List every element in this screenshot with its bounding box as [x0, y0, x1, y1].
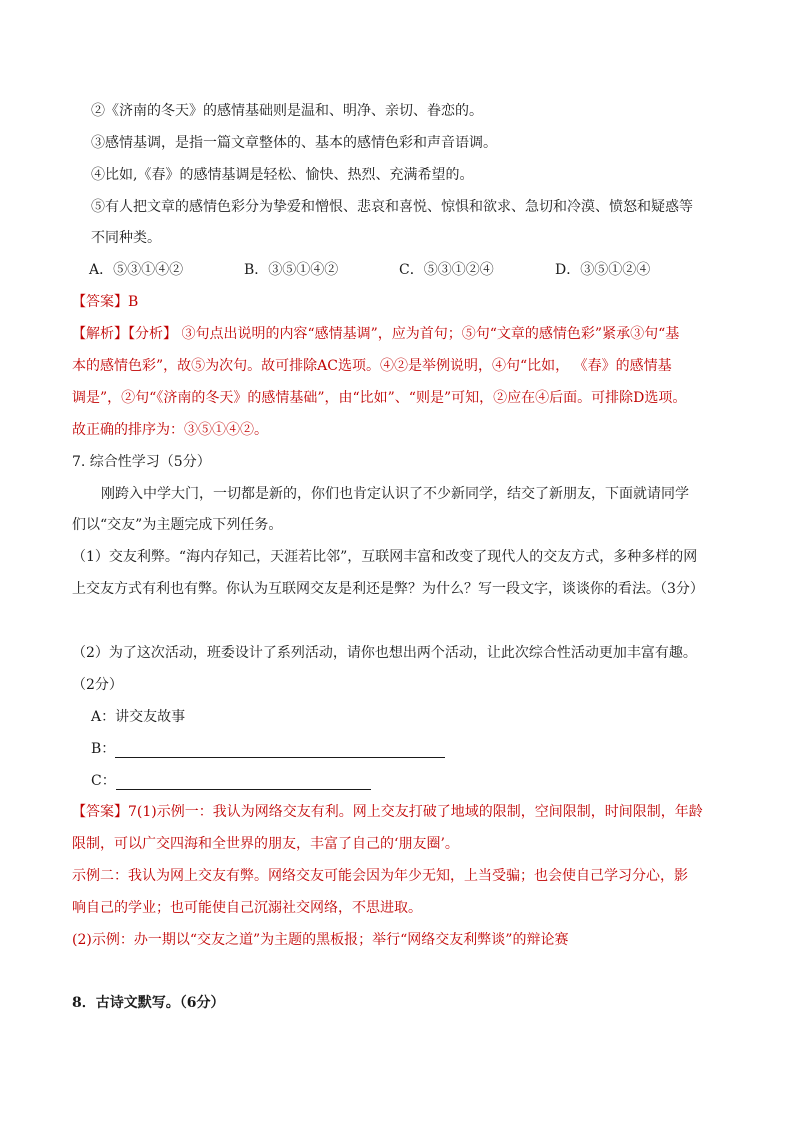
analysis-line-4: 故正确的排序为：③⑤①④②。: [72, 422, 268, 438]
q7-answer-line-4: 响自己的学业；也可能使自己沉溺社交网络，不思进取。: [72, 900, 422, 916]
q7-task-2-line-1: （2）为了这次活动，班委设计了系列活动，请你也想出两个活动，让此次综合性活动更加丰富有趣。: [72, 645, 697, 661]
activity-c-row: [91, 772, 771, 790]
answer-tag: 【答案】: [72, 294, 128, 310]
q7-task-1-line-2: 上交友方式有利也有弊。你认为互联网交友是利还是弊？为什么？写一段文字，谈谈你的看法。（3分）: [72, 581, 704, 597]
activity-b-label: B：: [91, 741, 116, 757]
sentence-5-line-1: ⑤有人把文章的感情色彩分为挚爱和憎恨、悲哀和喜悦、惊惧和欲求、急切和冷漠、愤怒和疑惑等: [91, 199, 693, 215]
question-7-title: 7. 综合性学习（5分）: [72, 454, 211, 470]
option-b: B．③⑤①④②: [244, 262, 339, 278]
activity-b-row: [91, 740, 771, 758]
activity-c-blank[interactable]: [116, 774, 371, 790]
choice-options: [89, 261, 769, 279]
q7-intro-line-1: 刚跨入中学大门，一切都是新的，你们也肯定认识了不少新同学，结交了新朋友，下面就请同学: [101, 486, 689, 502]
activity-b-blank[interactable]: [115, 742, 445, 758]
q7-answer-line-5: (2)示例：办一期以“交友之道”为主题的黑板报；举行“网络交友利弊谈”的辩论赛: [72, 932, 569, 948]
q7-intro-line-2: 们以“交友”为主题完成下列任务。: [72, 517, 283, 533]
question-8-title: 8．古诗文默写。（6分）: [72, 995, 225, 1011]
answer-line: [72, 293, 752, 311]
answer-value: B: [128, 294, 139, 310]
sentence-3: ③感情基调，是指一篇文章整体的、基本的感情色彩和声音语调。: [91, 135, 497, 151]
activity-c-label: C：: [91, 773, 116, 789]
q7-task-1-line-1: （1）交友利弊。“海内存知己，天涯若比邻”，互联网丰富和改变了现代人的交友方式，多种多样的网: [72, 549, 698, 565]
q7-answer-line-1: 【答案】7(1)示例一：我认为网络交友有利。网上交友打破了地域的限制，空间限制，时间限制，年龄: [72, 804, 703, 820]
option-d: D．③⑤①②④: [555, 262, 651, 278]
analysis-line-1: 【解析】【分析】 ③句点出说明的内容“感情基调”，应为首句；⑤句“文章的感情色彩”紧承③句“基: [72, 326, 680, 342]
sentence-4: ④比如,《春》的感情基调是轻松、愉快、热烈、充满希望的。: [91, 167, 474, 183]
option-c: C．⑤③①②④: [399, 262, 494, 278]
q7-answer-line-3: 示例二：我认为网上交友有弊。网络交友可能会因为年少无知，上当受骗；也会使自己学习分心，影: [72, 868, 688, 884]
sentence-5-line-2: 不同种类。: [91, 230, 161, 246]
analysis-line-2: 本的感情色彩”，故⑤为次句。故可排除AC选项。④②是举例说明，④句“比如， 《春》的感情基: [72, 358, 672, 374]
q7-answer-line-2: 限制，可以广交四海和全世界的朋友，丰富了自己的‘朋友圈’。: [72, 836, 459, 852]
activity-a: A：讲交友故事: [91, 709, 186, 725]
q7-task-2-line-2: （2分）: [72, 677, 123, 693]
option-a: A．⑤③①④②: [89, 262, 184, 278]
analysis-line-3: 调是”，②句“《济南的冬天》的感情基础”，由“比如”、“则是”可知，②应在④后面。可排除D选项。: [72, 390, 687, 406]
sentence-2: ②《济南的冬天》的感情基础则是温和、明净、亲切、眷恋的。: [91, 103, 483, 119]
